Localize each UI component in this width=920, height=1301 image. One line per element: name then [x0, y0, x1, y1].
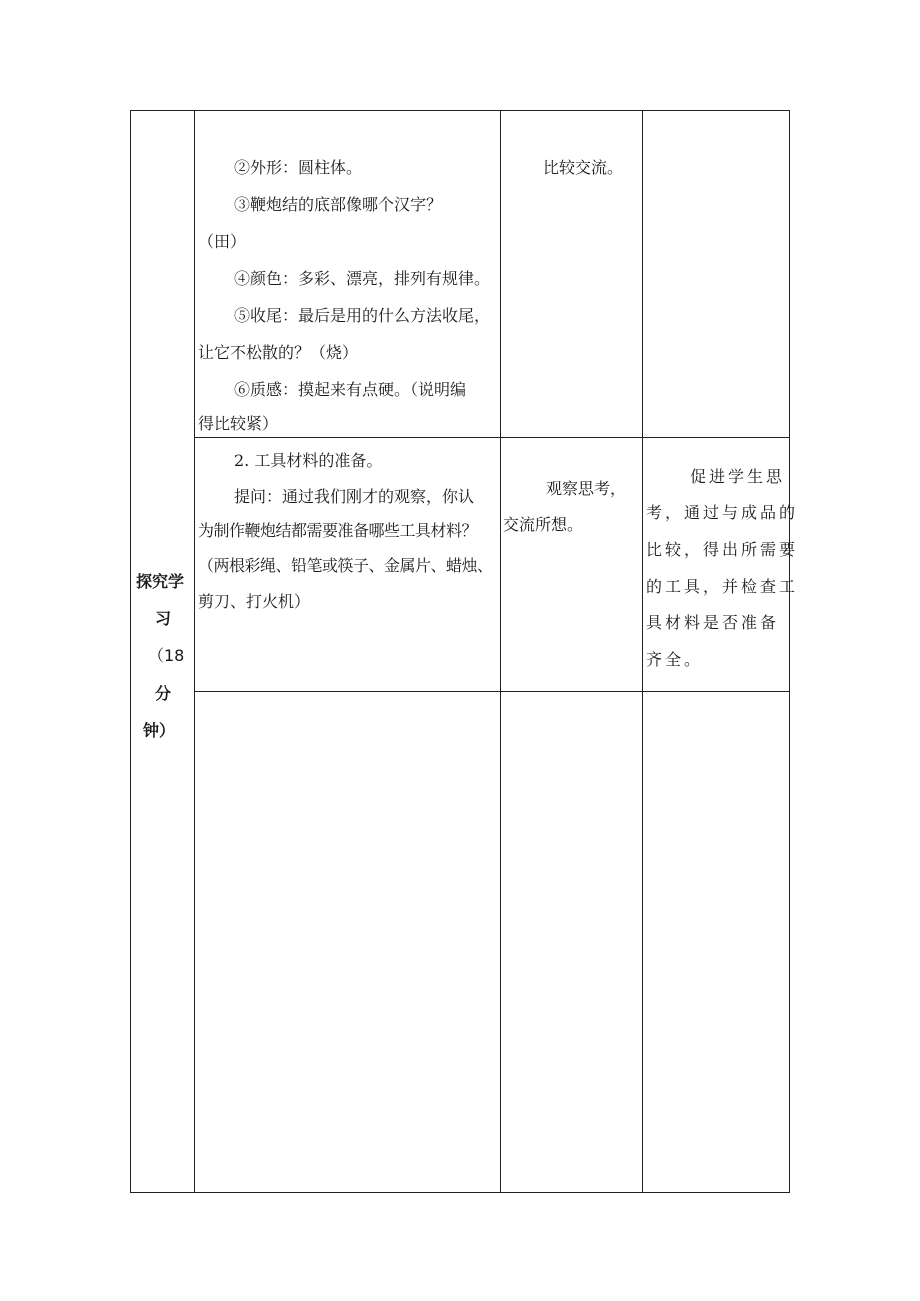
purpose-line: 考，通过与成品的	[646, 503, 799, 522]
stage-label-line: （18	[148, 646, 185, 665]
student-line: 比较交流。	[543, 158, 624, 177]
stage-label-line: 习	[155, 609, 172, 628]
row1-purpose-cell	[642, 110, 790, 438]
teacher-line: ④颜色：多彩、漂亮，排列有规律。	[234, 269, 491, 288]
teacher-line: 为制作鞭炮结都需要准备哪些工具材料？	[198, 521, 478, 540]
stage-label-line: 探究学	[136, 572, 185, 591]
student-line: 交流所想。	[503, 515, 584, 534]
teacher-line: 提问：通过我们刚才的观察，你认	[234, 487, 475, 506]
purpose-line: 齐全。	[646, 650, 704, 669]
teacher-line: ⑥质感：摸起来有点硬。（说明编	[234, 380, 467, 399]
teacher-line: （田）	[198, 232, 247, 251]
row3-teacher-cell	[194, 691, 501, 1193]
row3-purpose-cell	[642, 691, 790, 1193]
purpose-line: 比较，得出所需要	[646, 540, 799, 559]
teacher-line: 让它不松散的？（烧）	[198, 343, 359, 362]
stage-label-line: 钟）	[143, 721, 176, 740]
row2-student-cell	[500, 437, 643, 692]
teacher-line: ②外形：圆柱体。	[234, 158, 363, 177]
row3-student-cell	[500, 691, 643, 1193]
teacher-line: 2. 工具材料的准备。	[234, 451, 383, 470]
purpose-line: 促进学生思	[690, 467, 786, 486]
teacher-line: 剪刀、打火机）	[198, 592, 311, 611]
teacher-line: ③鞭炮结的底部像哪个汉字？	[234, 195, 443, 214]
purpose-line: 的工具，并检查工	[646, 577, 799, 596]
teacher-line: （两根彩绳、铅笔或筷子、金属片、蜡烛、	[198, 556, 493, 575]
stage-label-line: 分	[155, 684, 172, 703]
purpose-line: 具材料是否准备	[646, 613, 780, 632]
student-line: 观察思考，	[546, 479, 627, 498]
teacher-line: 得比较紧）	[198, 414, 279, 433]
teacher-line: ⑤收尾：最后是用的什么方法收尾，	[234, 306, 491, 325]
